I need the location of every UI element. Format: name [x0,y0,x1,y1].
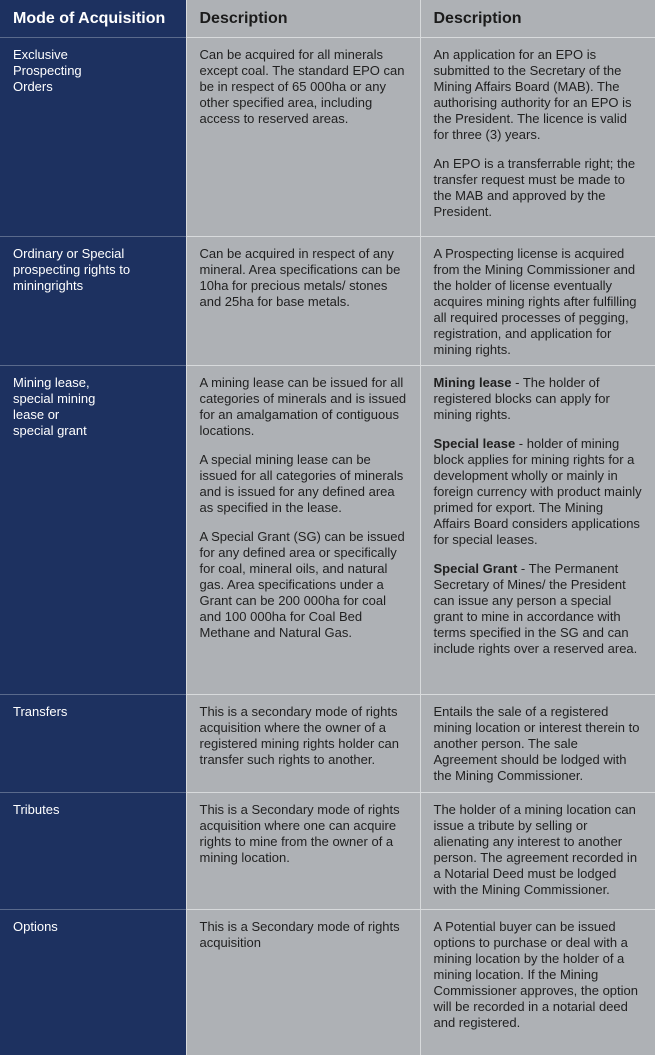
mode-cell [0,695,186,793]
description-paragraph: A Potential buyer can be issued options to purchase or deal with a mining location by the holder of a mining location. If the Mining Commissioner approves, the option will be recorded in a notarial deed and registered. [433,919,638,1030]
description-cell [186,695,420,793]
description-cell [420,910,655,1055]
header-description-2: Description [420,0,655,38]
description-cell [420,793,655,910]
table-row [0,38,655,237]
description-paragraph: Mining lease - The holder of registered blocks can apply for mining rights. [433,375,610,422]
mode-label: Tributes [13,802,60,817]
header-description-1: Description [186,0,420,38]
description-paragraph: The holder of a mining location can issue a tribute by selling or alienating any interest to another person. The agreement recorded in a Notarial Deed must be lodged with the Mining Commissioner. [433,802,638,897]
description-cell [186,237,420,366]
mode-cell [0,793,186,910]
header-row [0,0,655,38]
table-row [0,237,655,366]
term-label: Special lease [433,436,516,451]
description-paragraph: Special lease - holder of mining block applies for mining rights for a development wholly or mainly in foreign currency with product mainly primed for export. The Mining Affairs Board considers applications for special leases. [433,436,642,547]
description-paragraph: A Prospecting license is acquired from the Mining Commissioner and the holder of license eventually acquires mining rights after fulfilling all required processes of pegging, registration, and application for mining rights. [433,246,637,357]
description-cell [186,366,420,695]
description-paragraph: A special mining lease can be issued for all categories of minerals and is issued for any defined area as specified in the lease. [199,452,404,515]
description-paragraph: A Special Grant (SG) can be issued for any defined area or specifically for coal, mineral oils, and natural gas. Area specifications under a Grant can be 200 000ha for coal and 100 000ha for Coal Bed Methane and Natural Gas. [199,529,405,640]
mode-cell [0,910,186,1055]
mode-label: Options [13,919,58,934]
table-row [0,695,655,793]
description-paragraph: Can be acquired for all minerals except coal. The standard EPO can be in respect of 65 000ha or any other specified area, including access to reserved areas. [199,47,405,126]
table-row [0,910,655,1055]
description-paragraph: Special Grant - The Permanent Secretary of Mines/ the President can issue any person a special grant to mine in accordance with terms specified in the SG and can include rights over a reserved area. [433,561,638,656]
description-paragraph: This is a secondary mode of rights acquisition where the owner of a registered mining rights holder can transfer such rights to another. [199,704,399,767]
mode-cell [0,366,186,695]
description-cell [420,695,655,793]
mode-label: Exclusive Prospecting Orders [13,47,82,94]
mode-cell [0,38,186,237]
mode-cell [0,237,186,366]
term-label: Special Grant [433,561,518,576]
mode-label: Transfers [13,704,68,719]
term-label: Mining lease [433,375,512,390]
table-row [0,793,655,910]
description-paragraph: An application for an EPO is submitted to the Secretary of the Mining Affairs Board (MAB). The authorising authority for an EPO is the President. The licence is valid for three (3) years. [433,47,632,142]
description-paragraph: Entails the sale of a registered mining location or interest therein to another person. The sale Agreement should be lodged with the Mining Commissioner. [433,704,640,783]
description-paragraph: An EPO is a transferrable right; the transfer request must be made to the MAB and approved by the President. [433,156,636,219]
description-paragraph: Can be acquired in respect of any mineral. Area specifications can be 10ha for precious metals/ stones and 25ha for base metals. [199,246,401,309]
description-cell [186,910,420,1055]
mode-label: Ordinary or Special prospecting rights to miningrights [13,246,131,293]
description-cell [420,38,655,237]
description-paragraph: A mining lease can be issued for all categories of minerals and is issued for an amalgamation of contiguous locations. [199,375,407,438]
description-paragraph: This is a Secondary mode of rights acquisition [199,919,400,950]
description-cell [186,38,420,237]
description-cell [420,237,655,366]
table-row [0,366,655,695]
header-mode: Mode of Acquisition [0,0,186,38]
description-cell [420,366,655,695]
description-cell [186,793,420,910]
mode-label: Mining lease, special mining lease or special grant [13,375,96,438]
description-paragraph: This is a Secondary mode of rights acquisition where one can acquire rights to mine from the owner of a mining location. [199,802,400,865]
